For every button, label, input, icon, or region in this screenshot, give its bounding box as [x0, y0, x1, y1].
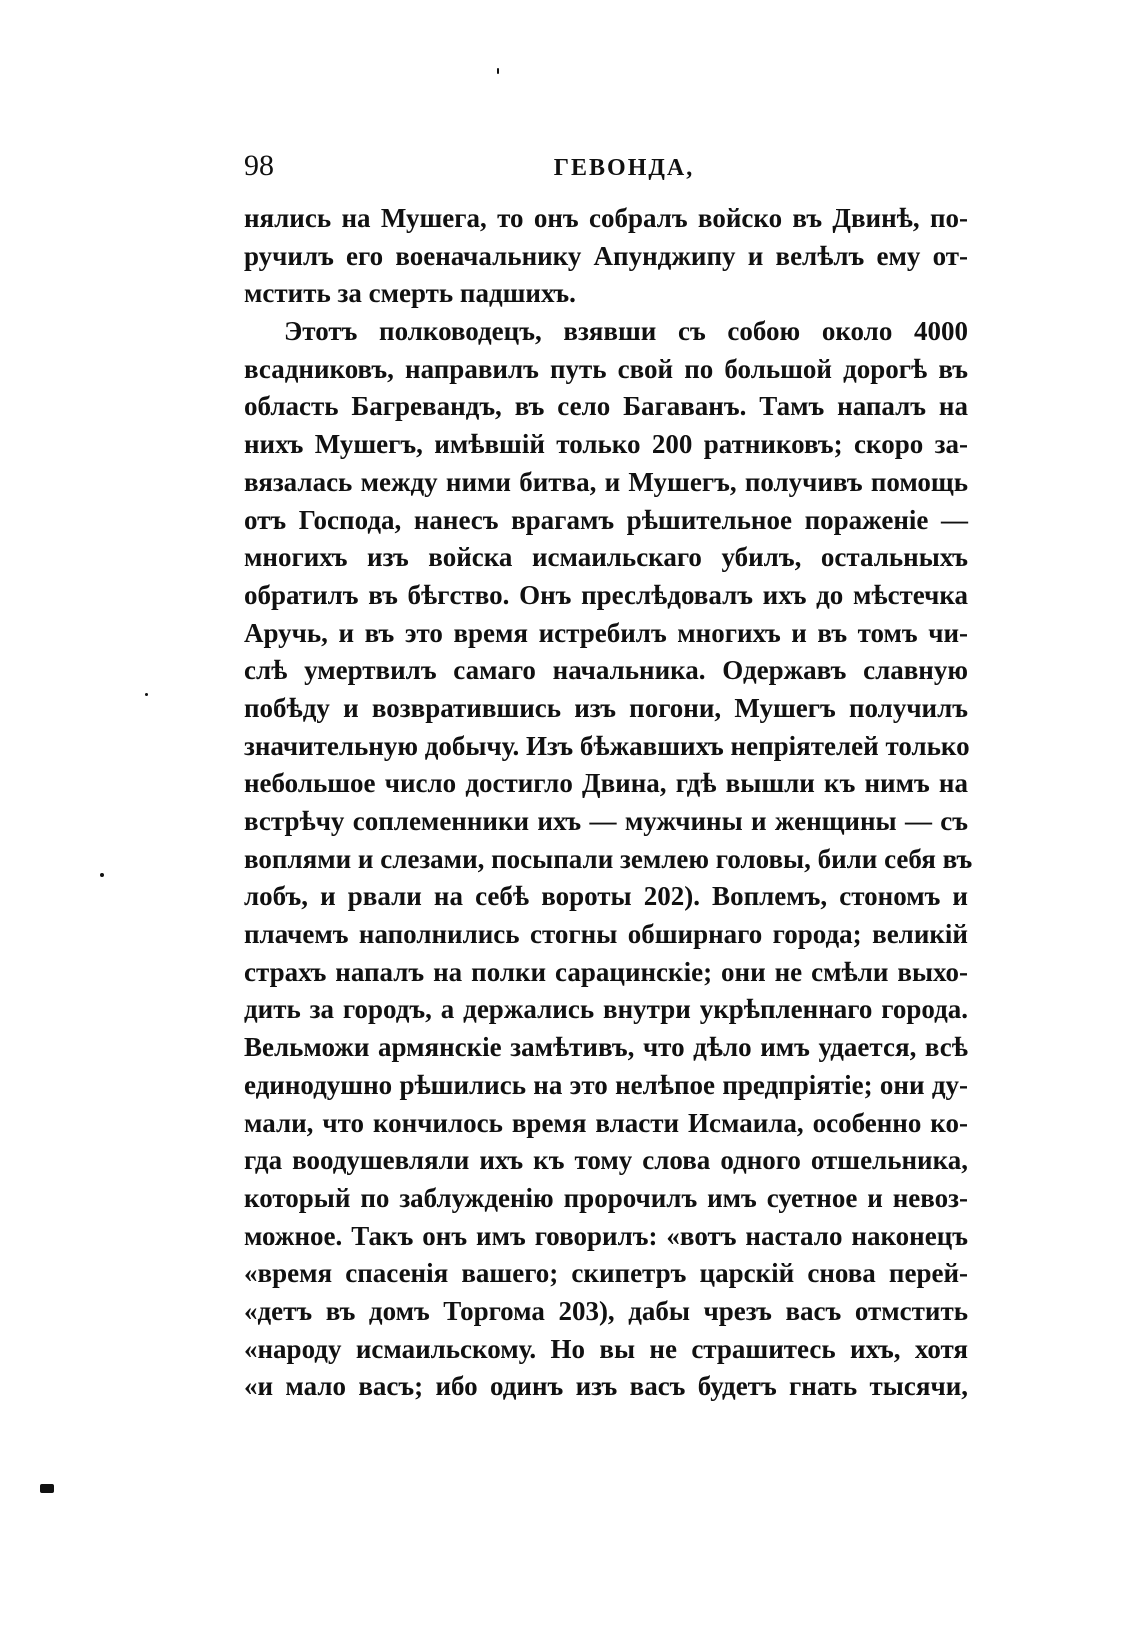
text-line: ручилъ его военачальнику Апунджипу и велѣлъ ему от-	[244, 240, 968, 271]
text-line: Этотъ полководецъ, взявши съ собою около 4000	[284, 316, 968, 347]
scan-speck	[497, 68, 499, 74]
text-line: единодушно рѣшились на это нелѣпое предпріятіе; они ду-	[244, 1069, 968, 1100]
running-title: ГЕВОНДА,	[553, 155, 695, 181]
text-line: обратилъ въ бѣгство. Онъ преслѣдовалъ ихъ до мѣстечка	[244, 579, 968, 610]
text-line: воплями и слезами, посыпали землею головы, били себя въ	[244, 843, 973, 874]
text-line: область Багревандъ, въ село Багаванъ. Тамъ напалъ на	[244, 391, 968, 422]
scan-speck	[40, 1484, 54, 1493]
page-header	[244, 146, 968, 186]
text-line: нялись на Мушега, то онъ собралъ войско въ Двинѣ, по-	[244, 203, 968, 233]
text-line: всадниковъ, направилъ путь свой по большой дорогѣ въ	[244, 353, 968, 384]
text-line: «народу исмаильскому. Но вы не страшитесь ихъ, хотя	[244, 1333, 968, 1364]
scan-speck	[100, 873, 104, 877]
text-line: «и мало васъ; ибо одинъ изъ васъ будетъ гнать тысячи,	[244, 1371, 968, 1402]
text-line: побѣду и возвратившись изъ погони, Мушегъ получилъ	[244, 692, 968, 723]
text-line: лобъ, и рвали на себѣ вороты 202). Воплемъ, стономъ и	[244, 881, 968, 912]
text-line: можное. Такъ онъ имъ говорилъ: «вотъ настало наконецъ	[244, 1220, 968, 1251]
text-line: Вельможи армянскіе замѣтивъ, что дѣло имъ удается, всѣ	[244, 1032, 968, 1063]
text-line: небольшое число достигло Двина, гдѣ вышли къ нимъ на	[244, 768, 968, 799]
scan-speck	[145, 693, 148, 696]
text-line: слѣ умертвилъ самаго начальника. Одержавъ славную	[244, 655, 968, 686]
text-line: встрѣчу соплеменники ихъ — мужчины и женщины — съ	[244, 806, 968, 836]
text-line: мали, что кончилось время власти Исмаила, особенно ко-	[244, 1107, 968, 1138]
text-line: «детъ въ домъ Торгома 203), дабы чрезъ васъ отмстить	[244, 1295, 968, 1326]
body-text	[244, 200, 973, 1406]
text-line: вязалась между ними битва, и Мушегъ, получивъ помощь	[244, 466, 968, 497]
text-line: который по заблужденію пророчилъ имъ суетное и невоз-	[244, 1182, 968, 1213]
page-number: 98	[244, 149, 274, 182]
text-line: страхъ напалъ на полки сарацинскіе; они не смѣли выхо-	[244, 956, 968, 987]
text-line: дить за городъ, а держались внутри укрѣпленнаго города.	[244, 994, 968, 1025]
text-line: гда воодушевляли ихъ къ тому слова одного отшельника,	[244, 1145, 968, 1176]
text-line: отъ Господа, нанесъ врагамъ рѣшительное пораженіе —	[244, 504, 968, 535]
text-line: нихъ Мушегъ, имѣвшій только 200 ратниковъ; скоро за-	[244, 429, 968, 460]
text-line: многихъ изъ войска исмаильскаго убилъ, остальныхъ	[244, 542, 968, 573]
text-line: «время спасенія вашего; скипетръ царскій снова перей-	[244, 1258, 968, 1289]
text-line: плачемъ наполнились стогны обширнаго города; великій	[244, 919, 968, 950]
text-line: мстить за смерть падшихъ.	[244, 278, 576, 309]
text-line: значительную добычу. Изъ бѣжавшихъ непріятелей только	[244, 730, 970, 761]
text-line: Аручь, и въ это время истребилъ многихъ и въ томъ чи-	[244, 617, 968, 648]
